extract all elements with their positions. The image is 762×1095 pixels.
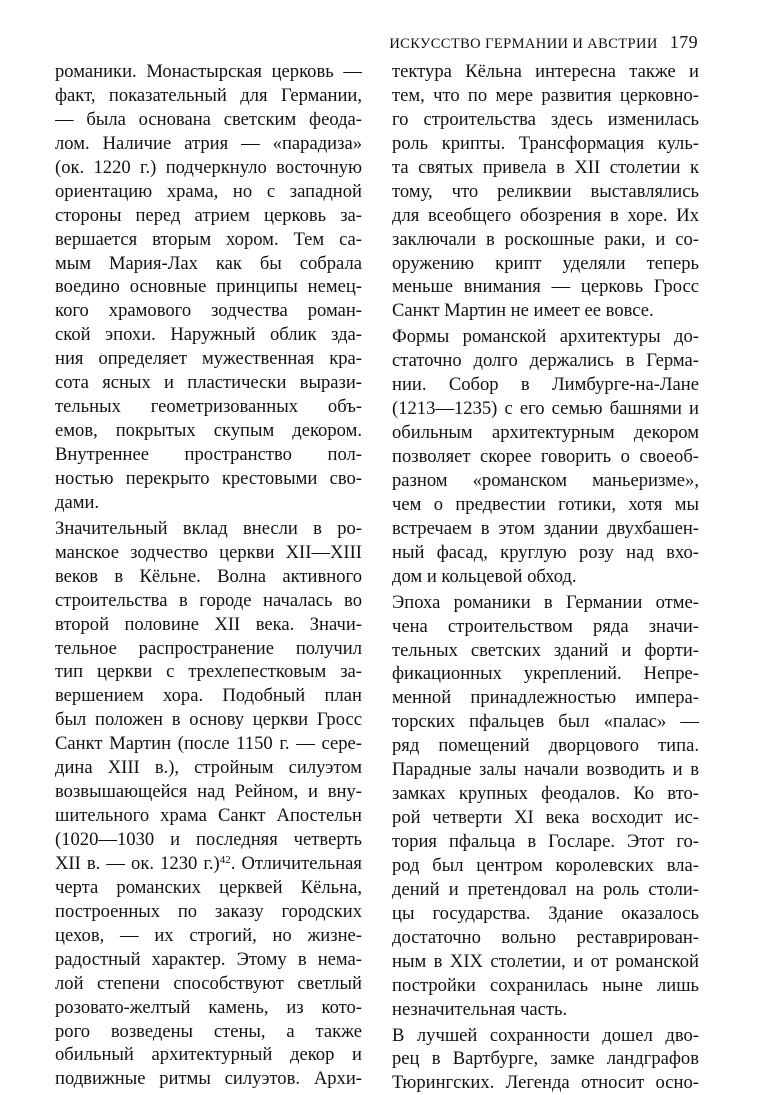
text-line: лой степени способствуют светлый xyxy=(55,972,362,994)
text-line: постройки сохранилась ныне лишь xyxy=(392,974,699,996)
text-line: ностью перекрыто крестовыми сво- xyxy=(55,467,362,489)
running-header xyxy=(389,32,698,53)
text-line: Санкт Мартин не имеет ее вовсе. xyxy=(392,300,654,322)
text-line: ный фасад, круглую розу над вхо- xyxy=(392,541,699,563)
text-line: тельных светских зданий и форти- xyxy=(392,639,699,661)
text-line: роль крипты. Трансформация куль- xyxy=(392,132,699,154)
text-line: розовато-желтый камень, из кото- xyxy=(55,996,362,1018)
text-line: дом и кольцевой обход. xyxy=(392,565,577,587)
text-column-right xyxy=(392,60,699,1095)
text-line: нии. Собор в Лимбурге-на-Лане xyxy=(392,374,699,396)
text-line: дами. xyxy=(55,491,100,513)
text-line: рец в Вартбурге, замке ландграфов xyxy=(392,1048,699,1070)
text-line: дина XIII в.), стройным силуэтом xyxy=(55,757,362,779)
text-line: тектура Кёльна интересна также и xyxy=(392,61,699,82)
text-line: ориентацию храма, но с западной xyxy=(55,180,362,202)
text-line: мым Мария-Лах как бы собрала xyxy=(55,252,362,274)
text-line: статочно долго держались в Герма- xyxy=(392,350,699,372)
text-line: чена строительством ряда значи- xyxy=(392,615,699,637)
text-line: обильным архитектурным декором xyxy=(392,422,699,444)
text-line: род был центром королевских вла- xyxy=(392,854,699,876)
text-line: Эпоха романики в Германии отме- xyxy=(392,591,699,613)
text-line: чем о предвестии готики, хотя мы xyxy=(392,493,699,515)
text-line: цехов, — их строгий, но жизне- xyxy=(55,924,362,946)
text-line: В лучшей сохранности дошел дво- xyxy=(392,1024,699,1046)
text-line: черта романских церквей Кёльна, xyxy=(55,876,362,898)
text-line: был положен в основу церкви Гросс xyxy=(55,709,362,731)
text-line: тип церкви с трехлепестковым за- xyxy=(55,661,362,683)
text-line: обильный архитектурный декор и xyxy=(55,1044,362,1066)
text-line: незначительная часть. xyxy=(392,998,568,1020)
text-line: тем, что по мере развития церковно- xyxy=(392,84,699,106)
text-line: разном «романском маньеризме», xyxy=(392,469,699,491)
text-line: рого возведены стены, а также xyxy=(55,1020,362,1042)
text-line: (1020—1030 и последняя четверть xyxy=(55,829,362,850)
text-line: Формы романской архитектуры до- xyxy=(392,326,699,348)
text-line: — была основана светским феода- xyxy=(55,108,362,130)
line-text: XII в. — ок. 1230 г.) xyxy=(55,852,220,874)
text-line: факт, показательный для Германии, xyxy=(55,84,362,106)
text-line: оружению крипт уделяли теперь xyxy=(392,252,699,274)
text-line: кого храмового зодчества роман- xyxy=(55,300,362,322)
page-number: 179 xyxy=(669,32,698,52)
text-line: возвышающейся над Рейном, и вну- xyxy=(55,781,362,803)
text-line: тельное распространение получил xyxy=(55,637,362,659)
text-line: Парадные залы начали возводить и в xyxy=(392,759,699,781)
text-line: лом. Наличие атрия — «парадиза» xyxy=(55,132,362,154)
text-line: рой четверти XI века восходит ис- xyxy=(392,807,699,829)
text-line: замках крупных феодалов. Ко вто- xyxy=(392,783,699,805)
text-line xyxy=(55,852,362,876)
text-column-left xyxy=(55,60,362,1091)
text-line: ным в XIX столетии, и от романской xyxy=(392,950,699,972)
text-line: заключали в роскошные раки, и со- xyxy=(392,228,699,250)
text-line: емов, покрытых скупым декором. xyxy=(55,420,362,442)
text-line: воедино основные принципы немец- xyxy=(55,276,362,298)
text-line: тому, что реликвии выставлялись xyxy=(392,180,699,202)
text-line: торских пфальцев был «палас» — xyxy=(392,711,699,733)
text-line: тория пфальца в Госларе. Этот го- xyxy=(392,831,699,852)
text-line: вершением хора. Подобный план xyxy=(55,685,362,707)
footnote-ref: 42 xyxy=(219,853,231,866)
text-line: ния определяет мужественная кра- xyxy=(55,348,362,370)
text-line: ряд помещений дворцового типа. xyxy=(392,735,699,757)
text-line: (ок. 1220 г.) подчеркнуло восточную xyxy=(55,156,362,178)
text-line: Внутреннее пространство пол- xyxy=(55,444,362,465)
text-line: ской эпохи. Наружный облик зда- xyxy=(55,324,362,346)
text-line: романики. Монастырская церковь — xyxy=(55,61,362,82)
text-line: для всеобщего обозрения в хоре. Их xyxy=(392,204,699,226)
text-line: шительного храма Санкт Апостельн xyxy=(55,805,362,827)
line-text-tail: . Отличительная xyxy=(230,852,362,874)
text-line: вершается вторым хором. Тем са- xyxy=(55,228,362,250)
text-line: встречаем в этом здании двухбашен- xyxy=(392,517,699,539)
text-line: меньше внимания — церковь Гросс xyxy=(392,276,699,298)
text-line: та святых привела в XII столетии к xyxy=(392,156,699,178)
text-line: цы государства. Здание оказалось xyxy=(392,902,699,924)
text-line: сота ясных и пластически вырази- xyxy=(55,372,362,394)
text-line: менной принадлежностью импера- xyxy=(392,687,699,709)
text-line: манское зодчество церкви XII—XIII xyxy=(55,541,362,563)
text-line: го строительства здесь изменилась xyxy=(392,108,699,130)
text-line: достаточно вольно реставрирован- xyxy=(392,926,699,948)
text-line: построенных по заказу городских xyxy=(55,900,362,922)
text-line: фикационных укреплений. Непре- xyxy=(392,663,699,685)
text-line: веков в Кёльне. Волна активного xyxy=(55,565,362,587)
running-title: ИСКУССТВО ГЕРМАНИИ И АВСТРИИ xyxy=(389,36,658,52)
text-line: (1213—1235) с его семью башнями и xyxy=(392,398,699,420)
text-line: стороны перед атрием церковь за- xyxy=(55,204,362,226)
text-line: дений и претендовал на роль столи- xyxy=(392,878,699,900)
text-line: Тюрингских. Легенда относит осно- xyxy=(392,1072,699,1094)
text-line: позволяет скорее говорить о своеоб- xyxy=(392,446,699,467)
text-line: тельных геометризованных объ- xyxy=(55,396,362,418)
text-line: Санкт Мартин (после 1150 г. — сере- xyxy=(55,733,362,755)
text-line: строительства в городе началась во xyxy=(55,589,362,611)
text-line: второй половине XII века. Значи- xyxy=(55,613,362,635)
text-line: подвижные ритмы силуэтов. Архи- xyxy=(55,1068,362,1090)
text-line: радостный характер. Этому в нема- xyxy=(55,948,362,970)
text-line: Значительный вклад внесли в ро- xyxy=(55,517,362,539)
